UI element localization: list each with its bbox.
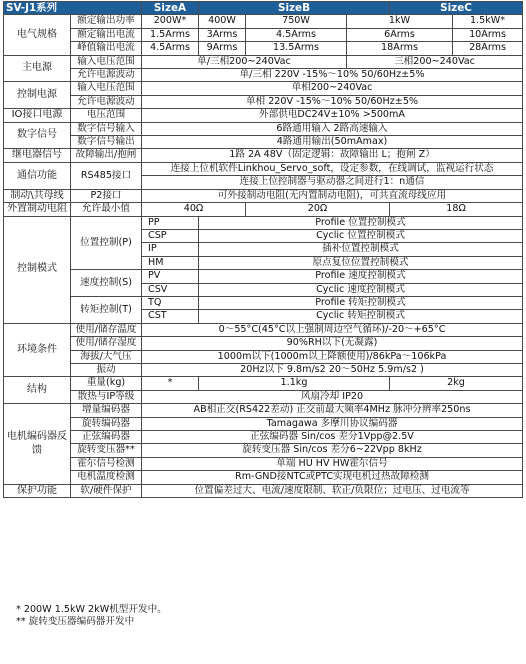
value-cell: 单相200~240Vac (142, 82, 523, 95)
section-label: 环境条件 (4, 323, 71, 377)
value-cell: 9Arms (199, 42, 246, 55)
table-row (4, 337, 523, 350)
item-label: 位置控制(P) (71, 216, 142, 270)
footnotes (16, 604, 167, 628)
section-label: 电气规格 (4, 15, 71, 55)
value-cell: 正弦编码器 Sin/cos 差分1Vpp@2.5V (142, 431, 523, 444)
table-row (4, 149, 523, 162)
item-label: 故障输出/抱闸 (71, 149, 142, 162)
spec-table (3, 1, 523, 498)
section-label: 外置制动电阻 (4, 203, 71, 216)
value-cell: 18Arms (347, 42, 453, 55)
table-row (4, 189, 523, 202)
item-label: 数字信号输入 (71, 122, 142, 135)
section-label: 结构 (4, 377, 71, 404)
item-label: 电机温度检测 (71, 471, 142, 484)
value-cell: 外部供电DC24V±10% >500mA (142, 109, 523, 122)
section-label: 通信功能 (4, 162, 71, 189)
section-label: IO接口电源 (4, 109, 71, 122)
value-cell: * (142, 377, 199, 390)
item-label: 增量编码器 (71, 404, 142, 417)
table-row (4, 377, 523, 390)
item-label: 电压范围 (71, 109, 142, 122)
table-row (4, 42, 523, 55)
table-row (4, 55, 523, 68)
value-cell: 90%RH以下(无凝露) (142, 337, 523, 350)
section-label: 数字信号 (4, 122, 71, 149)
value-cell: 连接上位机软件Linkhou_Servo_soft，设定参数，在线调试，监视运行状态 (142, 162, 523, 175)
value-cell: 750W (246, 15, 347, 28)
table-row (4, 484, 523, 497)
item-label: 软/硬件保护 (71, 484, 142, 497)
value-cell: 200W* (142, 15, 199, 28)
item-label: 输入电压范围 (71, 55, 142, 68)
section-label: 主电源 (4, 55, 71, 82)
section-label: 电机编码器反馈 (4, 404, 71, 484)
value-cell: 0～55°C(45°C以上强制周边空气循环)/-20～+65°C (142, 323, 523, 336)
mode-code: CST (142, 310, 199, 323)
table-row (4, 69, 523, 82)
table-row (4, 122, 523, 135)
table-row (4, 95, 523, 108)
table-row (4, 444, 523, 457)
item-label: 振动 (71, 363, 142, 376)
table-row (4, 82, 523, 95)
mode-code: PP (142, 216, 199, 229)
value-cell: 三相200~240Vac (347, 55, 523, 68)
item-label: 旋转变压器** (71, 444, 142, 457)
value-cell: 18Ω (390, 203, 523, 216)
section-label: 保护功能 (4, 484, 71, 497)
value-cell: 13.5Arms (246, 42, 347, 55)
item-label: 峰值输出电流 (71, 42, 142, 55)
value-cell: 单/三相 220V -15%～10% 50/60Hz±5% (142, 69, 523, 82)
section-label: 制动\共母线 (4, 189, 71, 202)
item-label: 重量(kg) (71, 377, 142, 390)
value-cell: 4.5Arms (142, 42, 199, 55)
item-label: 允许电源波动 (71, 95, 142, 108)
table-row (4, 363, 523, 376)
value-cell: 位置偏差过大、电流/速度限制、软正/负限位；过电压、过电流等 (142, 484, 523, 497)
table-row (4, 457, 523, 470)
value-cell: 1.5Arms (142, 28, 199, 41)
value-cell: 连接上位控制器与驱动器之间进行1：n通信 (142, 176, 523, 189)
value-cell: Tamagawa 多摩川协议编码器 (142, 417, 523, 430)
item-label: 速度控制(S) (71, 270, 142, 297)
mode-code: PV (142, 270, 199, 283)
item-label: 额定输出功率 (71, 15, 142, 28)
value-cell: 6路通用输入 2路高速输入 (142, 122, 523, 135)
value-cell: 可外接制动电阻(无内置制动电阻)，可共直流母线应用 (142, 189, 523, 202)
item-label: 转矩控制(T) (71, 296, 142, 323)
value-cell: 单端 HU HV HW霍尔信号 (142, 457, 523, 470)
mode-desc: 插补位置控制模式 (199, 243, 523, 256)
item-label: 旋转编码器 (71, 417, 142, 430)
value-cell: 1路 2A 48V（固定逻辑：故障输出 L；抱闸 Z） (142, 149, 523, 162)
mode-code: IP (142, 243, 199, 256)
table-row (4, 216, 523, 229)
footnote: ** 旋转变压器编码器开发中 (16, 616, 135, 627)
table-row (4, 390, 523, 403)
table-row (4, 431, 523, 444)
value-cell: 20Ω (246, 203, 390, 216)
value-cell: 400W (199, 15, 246, 28)
table-row (4, 350, 523, 363)
item-label: P2接口 (71, 189, 142, 202)
item-label: 散热与IP等级 (71, 390, 142, 403)
mode-code: CSV (142, 283, 199, 296)
item-label: 使用/储存温度 (71, 323, 142, 336)
mode-desc: Cyclic 位置控制模式 (199, 229, 523, 242)
item-label: 数字信号输出 (71, 136, 142, 149)
item-label: 输入电压范围 (71, 82, 142, 95)
item-label: 霍尔信号检测 (71, 457, 142, 470)
value-cell: 6Arms (347, 28, 453, 41)
value-cell: 28Arms (453, 42, 523, 55)
item-label: 允许电源波动 (71, 69, 142, 82)
value-cell: 风扇冷却 IP20 (142, 390, 523, 403)
mode-desc: 原点复位位置控制模式 (199, 256, 523, 269)
mode-desc: Profile 转矩控制模式 (199, 296, 523, 309)
value-cell: 4路通用输出(50mAmax) (142, 136, 523, 149)
size-c-label: SizeC (390, 2, 523, 15)
mode-desc: Profile 位置控制模式 (199, 216, 523, 229)
table-row (4, 270, 523, 283)
section-label: 继电器信号 (4, 149, 71, 162)
table-row (4, 162, 523, 175)
table-row (4, 15, 523, 28)
section-label: 控制模式 (4, 216, 71, 323)
header-row (4, 2, 523, 15)
table-row (4, 404, 523, 417)
table-row (4, 136, 523, 149)
value-cell: 2kg (390, 377, 523, 390)
table-row (4, 323, 523, 336)
item-label: 正弦编码器 (71, 431, 142, 444)
value-cell: 40Ω (142, 203, 246, 216)
item-label: 允许最小值 (71, 203, 142, 216)
item-label: 海拔/大气压 (71, 350, 142, 363)
table-row (4, 203, 523, 216)
footnote: * 200W 1.5kW 2kW机型开发中。 (16, 604, 167, 615)
item-label: 使用/储存湿度 (71, 337, 142, 350)
size-b-label: SizeB (199, 2, 390, 15)
item-label: 额定输出电流 (71, 28, 142, 41)
table-row (4, 417, 523, 430)
value-cell: AB相正交(RS422差动) 正交前最大频率4MHz 脉冲分辨率250ns (142, 404, 523, 417)
section-label: 控制电源 (4, 82, 71, 109)
value-cell: 旋转变压器 Sin/cos 差分6~22Vpp 8kHz (142, 444, 523, 457)
mode-code: TQ (142, 296, 199, 309)
item-label: RS485接口 (71, 162, 142, 189)
table-row (4, 28, 523, 41)
table-row (4, 296, 523, 309)
mode-desc: Cyclic 速度控制模式 (199, 283, 523, 296)
value-cell: 单/三相200~240Vac (142, 55, 347, 68)
value-cell: 3Arms (199, 28, 246, 41)
value-cell: 1.5kW* (453, 15, 523, 28)
table-row (4, 109, 523, 122)
value-cell: 单相 220V -15%～10% 50/60Hz±5% (142, 95, 523, 108)
value-cell: 20Hz以下 9.8m/s2 20～50Hz 5.9m/s2 ) (142, 363, 523, 376)
table-row (4, 471, 523, 484)
value-cell: 1.1kg (199, 377, 390, 390)
mode-code: HM (142, 256, 199, 269)
value-cell: 1kW (347, 15, 453, 28)
value-cell: Rm-GND接NTC或PTC实现电机过热故障检测 (142, 471, 523, 484)
series-label: SV-J1系列 (4, 2, 142, 15)
value-cell: 4.5Arms (246, 28, 347, 41)
value-cell: 10Arms (453, 28, 523, 41)
mode-code: CSP (142, 229, 199, 242)
mode-desc: Profile 速度控制模式 (199, 270, 523, 283)
mode-desc: Cyclic 转矩控制模式 (199, 310, 523, 323)
size-a-label: SizeA (142, 2, 199, 15)
value-cell: 1000m以下(1000m以上降额使用)/86kPa～106kPa (142, 350, 523, 363)
